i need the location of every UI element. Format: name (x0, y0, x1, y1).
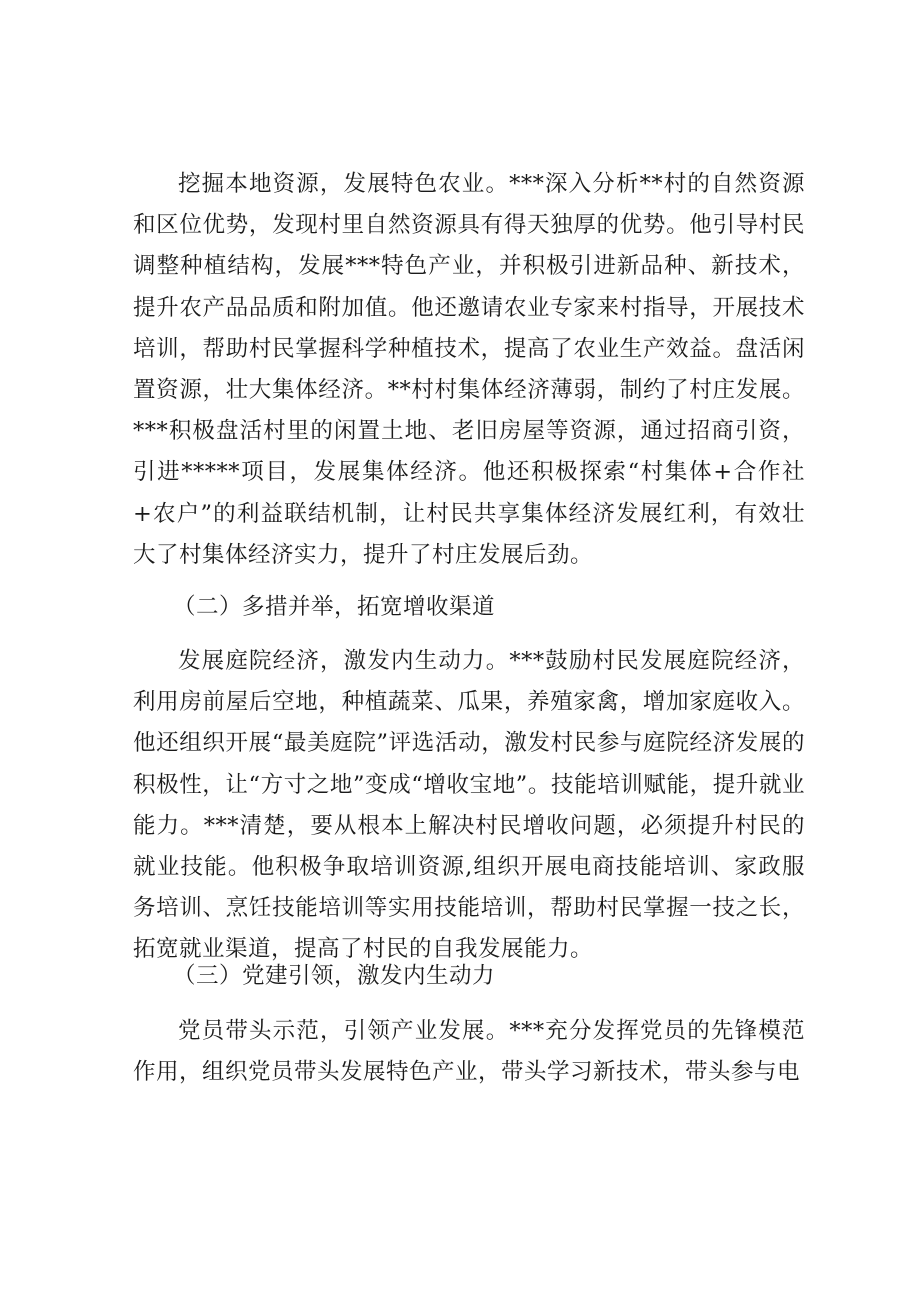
paragraph-specialty-agriculture: 挖掘本地资源，发展特色农业。***深入分析**村的自然资源和区位优势，发现村里自然资源具有得天独厚的优势。他引导村民调整种植结构，发展***特色产业，并积极引进新品种、新技术，提升农产品品质和附加值。他还邀请农业专家来村指导，开展技术培训，帮助村民掌握科学种植技术，提高了农业生产效益。盘活闲置资源，壮大集体经济。**村村集体经济薄弱，制约了村庄发展。***积极盘活村里的闲置土地、老旧房屋等资源，通过招商引资，引进*****项目，发展集体经济。他还积极探索“村集体+合作社+农户”的利益联结机制，让村民共享集体经济发展红利，有效壮大了村集体经济实力，提升了村庄发展后劲。 (133, 171, 805, 568)
section-heading-3: （三）党建引领，激发内生动力 (173, 963, 496, 989)
body-section-1 (133, 164, 805, 576)
section-heading-2: （二）多措并举，拓宽增收渠道 (173, 594, 496, 620)
paragraph-courtyard-economy: 发展庭院经济，激发内生动力。***鼓励村民发展庭院经济，利用房前屋后空地，种植蔬菜、瓜果，养殖家禽，增加家庭收入。他还组织开展“最美庭院”评选活动，激发村民参与庭院经济发展的积极性，让“方寸之地”变成“增收宝地”。技能培训赋能，提升就业能力。***清楚，要从根本上解决村民增收问题，必须提升村民的就业技能。他积极争取培训资源,组织开展电商技能培训、家政服务培训、烹饪技能培训等实用技能培训，帮助村民掌握一技之长，拓宽就业渠道，提高了村民的自我发展能力。 (133, 648, 805, 963)
body-section-2 (133, 641, 805, 971)
body-section-3 (133, 1011, 805, 1093)
paragraph-party-members: 党员带头示范，引领产业发展。***充分发挥党员的先锋模范作用，组织党员带头发展特色产业，带头学习新技术，带头参与电 (133, 1018, 805, 1086)
